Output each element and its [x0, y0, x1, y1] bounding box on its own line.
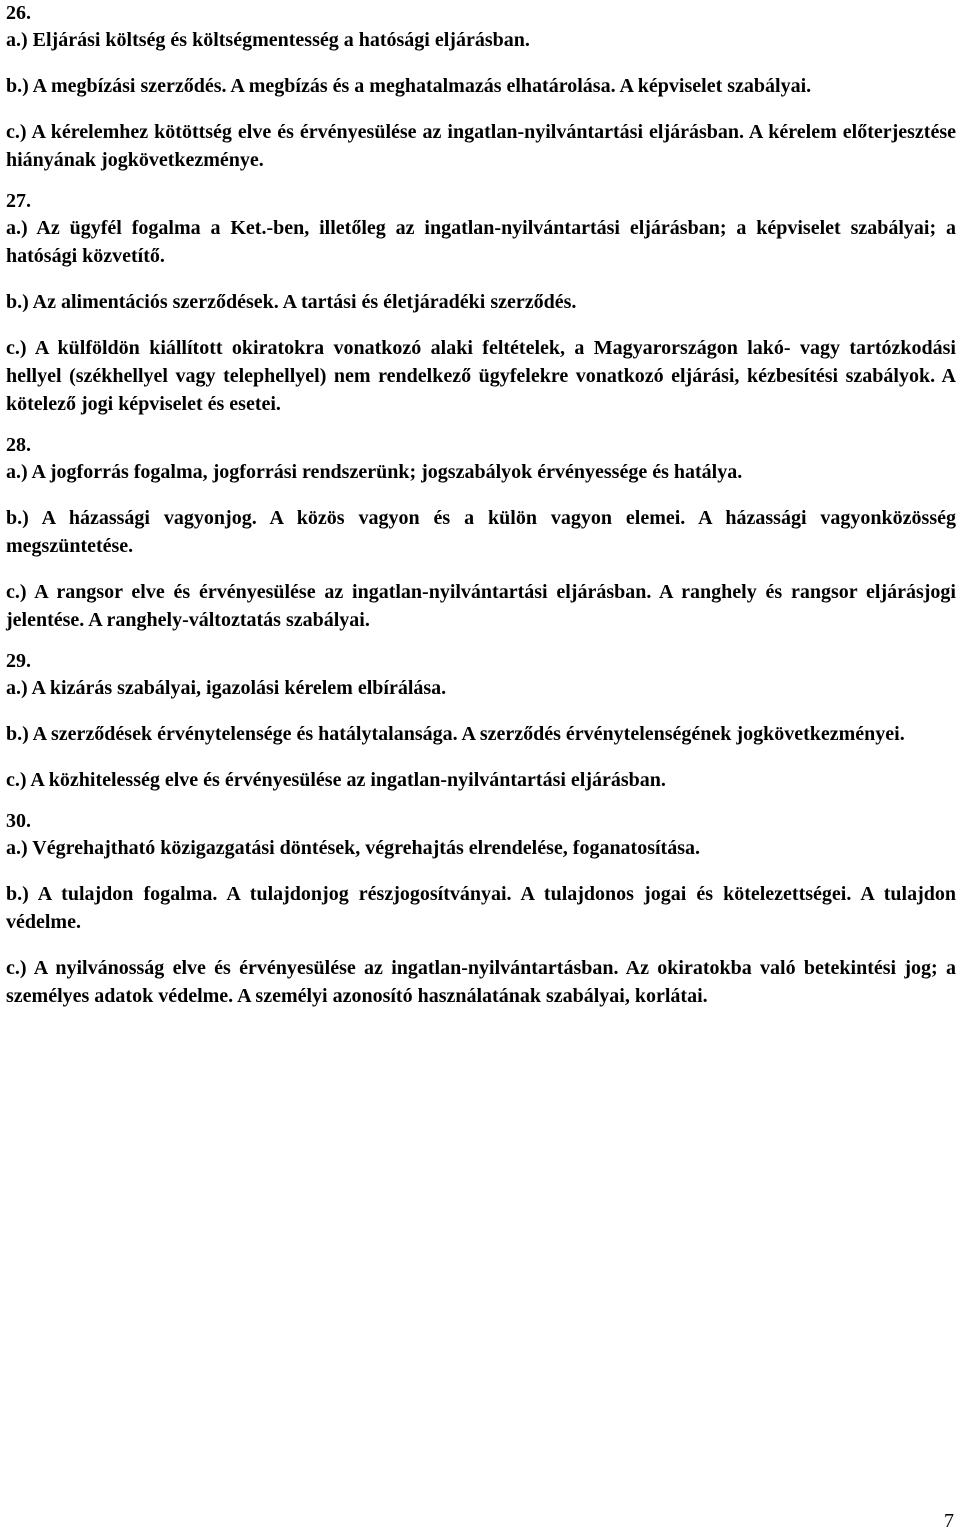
section-item-b: b.) A tulajdon fogalma. A tulajdonjog részjogosítványai. A tulajdonos jogai és kötelezettségei. A tulajdon védelme.: [6, 883, 956, 933]
document-page: [6, 0, 956, 1010]
section-number: 29.: [6, 650, 31, 672]
section-item-b: b.) Az alimentációs szerződések. A tartási és életjáradéki szerződés.: [6, 291, 577, 313]
section-29: [6, 648, 956, 794]
section-30: [6, 808, 956, 1010]
section-item-a: a.) Eljárási költség és költségmentesség a hatósági eljárásban.: [6, 29, 530, 51]
section-number: 26.: [6, 2, 31, 24]
section-item-a: a.) A kizárás szabályai, igazolási kérelem elbírálása.: [6, 677, 447, 699]
section-28: [6, 432, 956, 634]
section-number: 30.: [6, 810, 31, 832]
page-number: 7: [944, 1510, 954, 1532]
section-item-c: c.) A kérelemhez kötöttség elve és érvényesülése az ingatlan-nyilvántartási eljárásban. A kérelem előterjesztése hiányának jogkövetkezménye.: [6, 121, 956, 171]
section-item-a: a.) Végrehajtható közigazgatási döntések, végrehajtás elrendelése, foganatosítása.: [6, 837, 701, 859]
section-item-c: c.) A közhitelesség elve és érvényesülése az ingatlan-nyilvántartási eljárásban.: [6, 769, 666, 791]
section-item-c: c.) A nyilvánosság elve és érvényesülése az ingatlan-nyilvántartásban. Az okiratokba való betekintési jog; a személyes adatok védelme. A személyi azonosító használatának szabályai, korlátai.: [6, 957, 956, 1007]
section-item-b: b.) A szerződések érvénytelensége és hatálytalansága. A szerződés érvénytelenségének jogkövetkezményei.: [6, 723, 905, 745]
section-item-a: a.) A jogforrás fogalma, jogforrási rendszerünk; jogszabályok érvényessége és hatálya.: [6, 461, 743, 483]
section-number: 27.: [6, 190, 31, 212]
section-item-b: b.) A megbízási szerződés. A megbízás és a meghatalmazás elhatárolása. A képviselet szabályai.: [6, 75, 812, 97]
section-item-c: c.) A külföldön kiállított okiratokra vonatkozó alaki feltételek, a Magyarországon lakó- vagy tartózkodási hellyel (székhellyel vagy telephellyel) nem rendelkező ügyfelekre vonatkozó eljárási, kézbesítési szabályok. A kötelező jogi képviselet és esetei.: [6, 337, 956, 415]
section-item-c: c.) A rangsor elve és érvényesülése az ingatlan-nyilvántartási eljárásban. A ranghely és rangsor eljárásjogi jelentése. A ranghely-változtatás szabályai.: [6, 581, 956, 631]
section-26: [6, 0, 956, 174]
section-27: [6, 188, 956, 418]
section-item-a: a.) Az ügyfél fogalma a Ket.-ben, illetőleg az ingatlan-nyilvántartási eljárásban; a képviselet szabályai; a hatósági közvetítő.: [6, 217, 956, 267]
section-item-b: b.) A házassági vagyonjog. A közös vagyon és a külön vagyon elemei. A házassági vagyonközösség megszüntetése.: [6, 507, 956, 557]
section-number: 28.: [6, 434, 31, 456]
